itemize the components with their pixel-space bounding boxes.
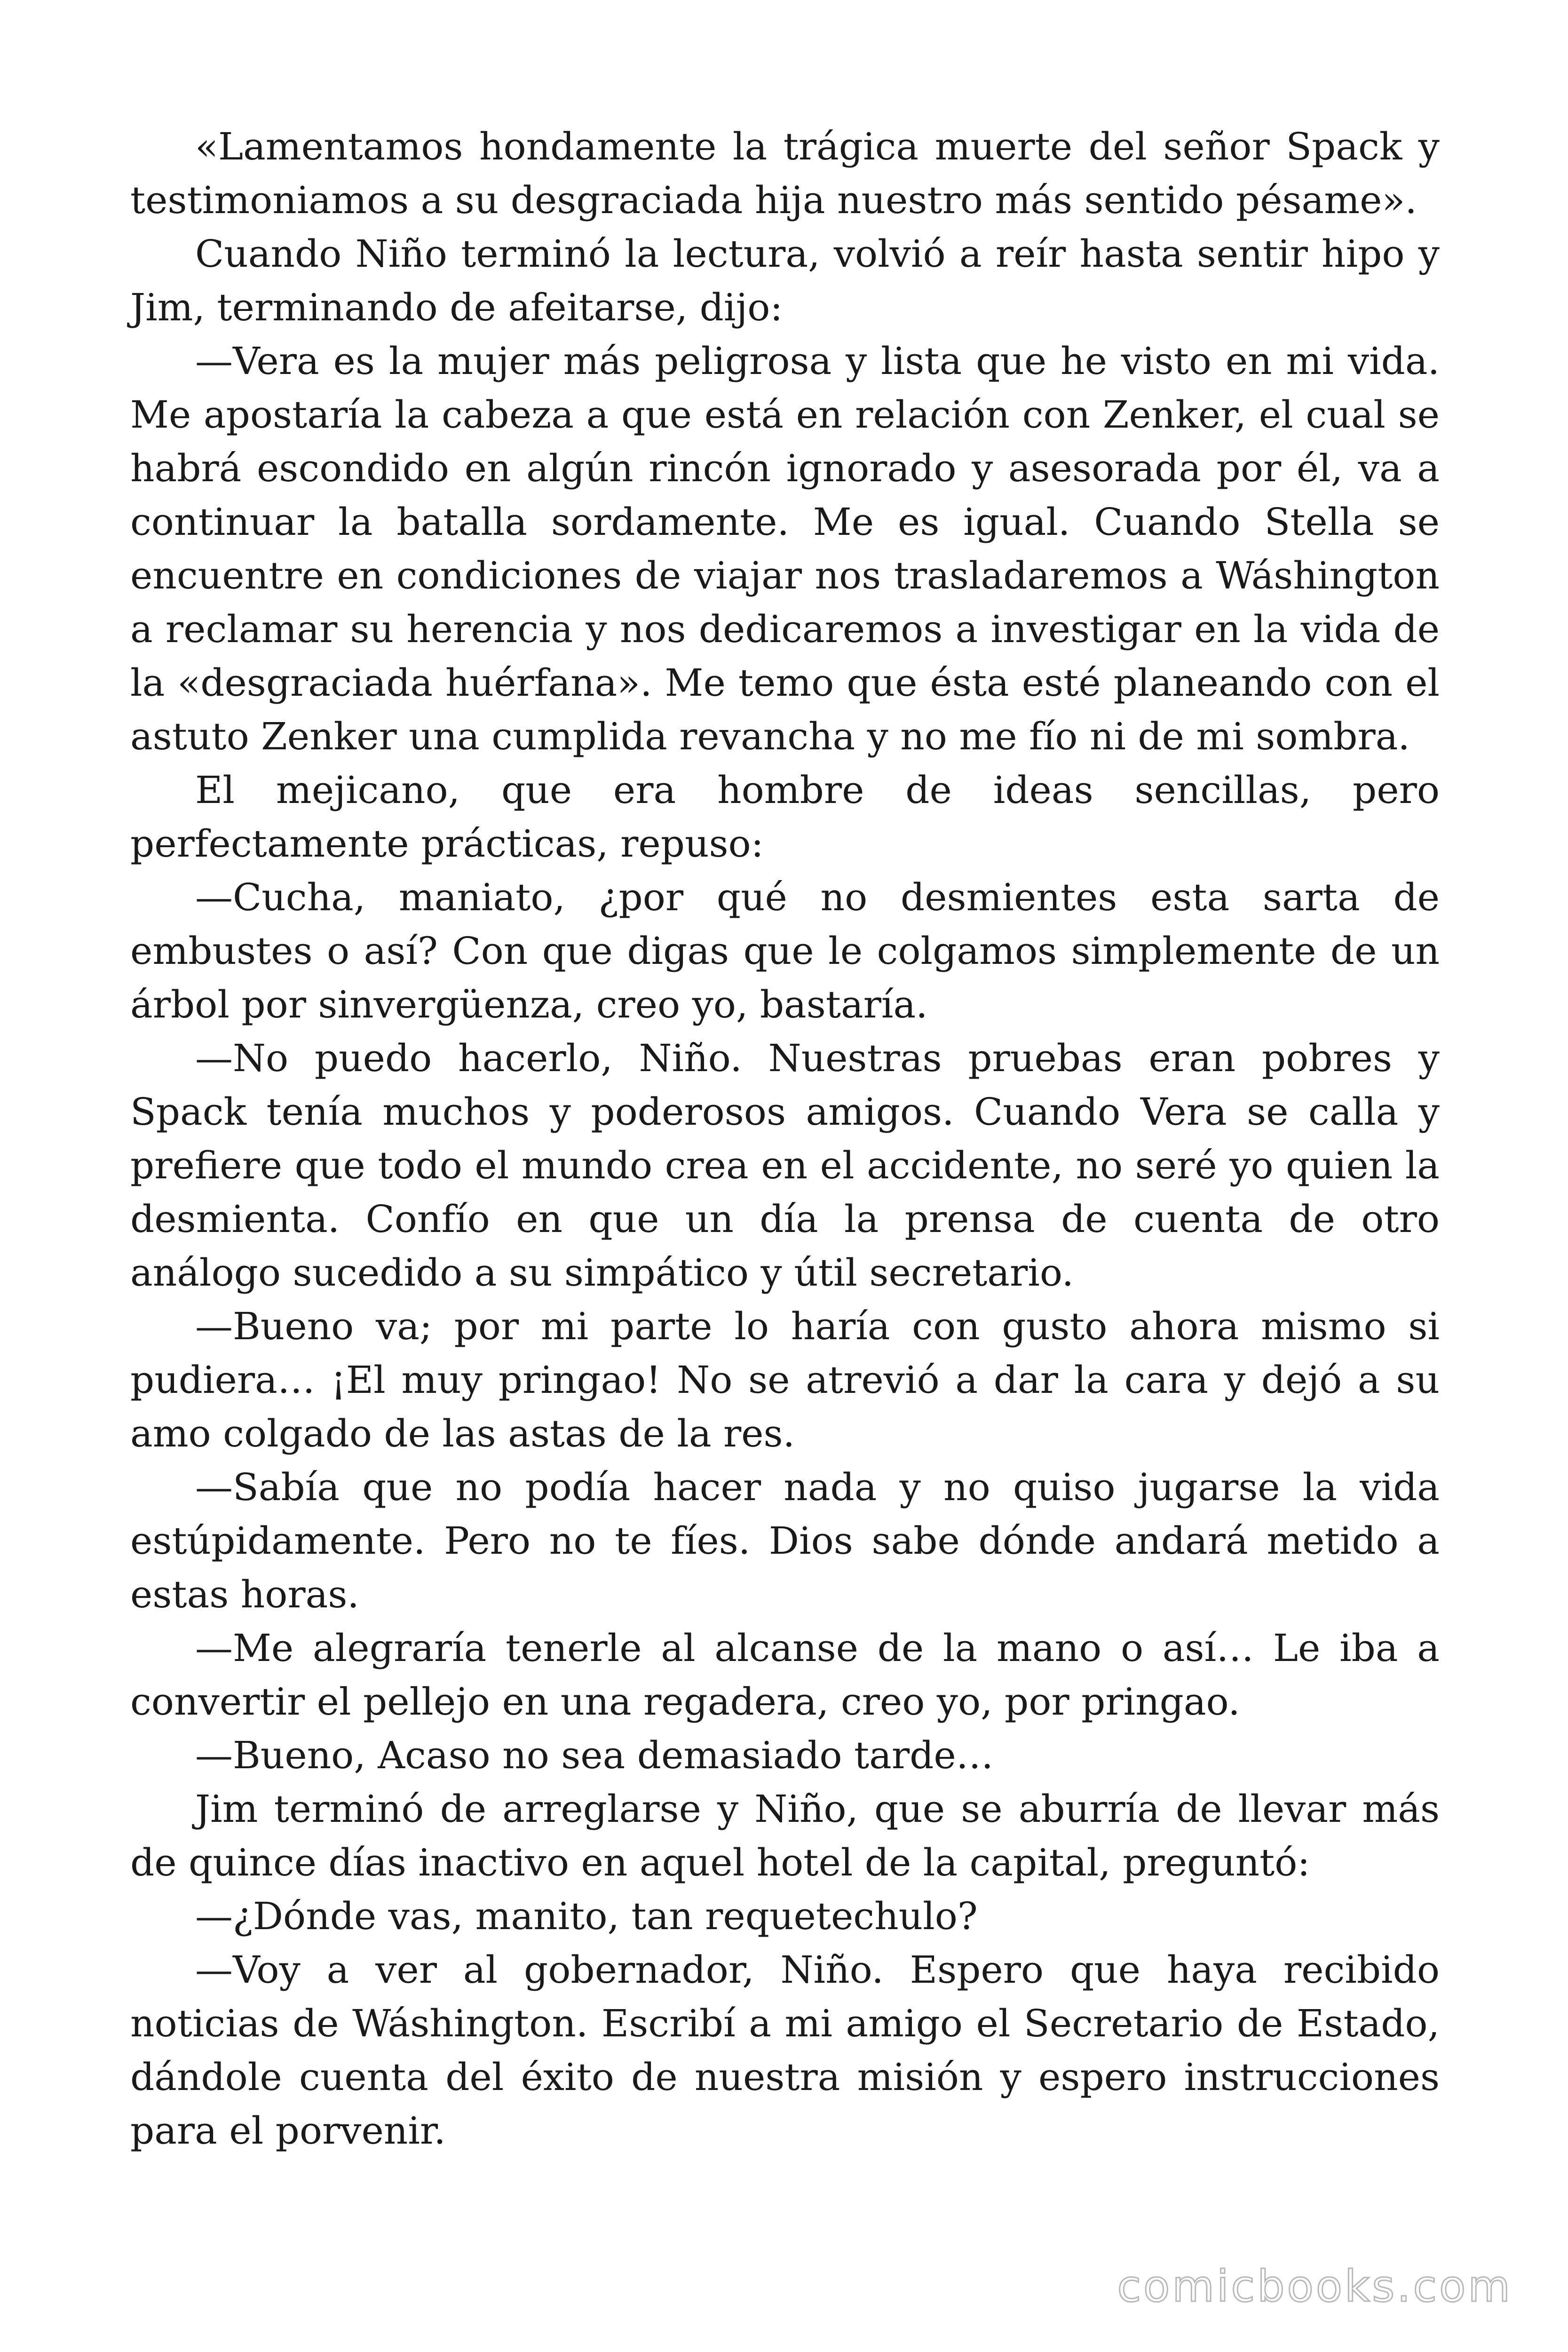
paragraph: —¿Dónde vas, manito, tan requetechulo? <box>195 1894 978 1938</box>
paragraph: —Me alegraría tenerle al alcanse de la mano o así… Le iba a convertir el pellejo en una regadera, creo yo, por pringao. <box>130 1626 1440 1724</box>
paragraph: El mejicano, que era hombre de ideas sencillas, pero perfectamente prácticas, repuso: <box>130 768 1440 866</box>
paragraph: —Cucha, maniato, ¿por qué no desmientes esta sarta de embustes o así? Con que digas que le colgamos simplemente de un árbol por sinvergüenza, creo yo, bastaría. <box>130 875 1440 1026</box>
paragraph: «Lamentamos hondamente la trágica muerte del señor Spack y testimoniamos a su desgraciada hija nuestro más sentido pésame». <box>130 125 1440 222</box>
paragraph: —Vera es la mujer más peligrosa y lista que he visto en mi vida. Me apostaría la cabeza a que está en relación con Zenker, el cual se habrá escondido en algún rincón ignorado y asesorada por él, va a continuar la batalla sordamente. Me es igual. Cuando Stella se encuentre en condiciones de viajar nos trasladaremos a Wáshington a reclamar su herencia y nos dedicaremos a investigar en la vida de la «desgraciada huérfana». Me temo que ésta esté planeando con el astuto Zenker una cumplida revancha y no me fío ni de mi sombra. <box>130 339 1440 758</box>
watermark: comicbooks.com <box>1117 2261 1513 2312</box>
paragraph: —Voy a ver al gobernador, Niño. Espero que haya recibido noticias de Wáshington. Escribí a mi amigo el Secretario de Estado, dándole cuenta del éxito de nuestra misión y espero instrucciones para el porvenir. <box>130 1948 1440 2153</box>
paragraph: —Bueno, Acaso no sea demasiado tarde… <box>195 1733 994 1777</box>
paragraph: Jim terminó de arreglarse y Niño, que se aburría de llevar más de quince días inactivo en aquel hotel de la capital, preguntó: <box>130 1787 1440 1884</box>
paragraph: —No puedo hacerlo, Niño. Nuestras pruebas eran pobres y Spack tenía muchos y poderosos amigos. Cuando Vera se calla y prefiere que todo el mundo crea en el accidente, no seré yo quien la desmienta. Confío en que un día la prensa de cuenta de otro análogo sucedido a su simpático y útil secretario. <box>130 1036 1440 1295</box>
paragraph: —Bueno va; por mi parte lo haría con gusto ahora mismo si pudiera… ¡El muy pringao! No se atrevió a dar la cara y dejó a su amo colgado de las astas de la res. <box>130 1304 1440 1455</box>
paragraph: Cuando Niño terminó la lectura, volvió a reír hasta sentir hipo y Jim, terminando de afeitarse, dijo: <box>130 232 1440 329</box>
paragraph: —Sabía que no podía hacer nada y no quiso jugarse la vida estúpidamente. Pero no te fíes. Dios sabe dónde andará metido a estas horas. <box>130 1465 1440 1616</box>
body-text <box>130 120 1440 2158</box>
